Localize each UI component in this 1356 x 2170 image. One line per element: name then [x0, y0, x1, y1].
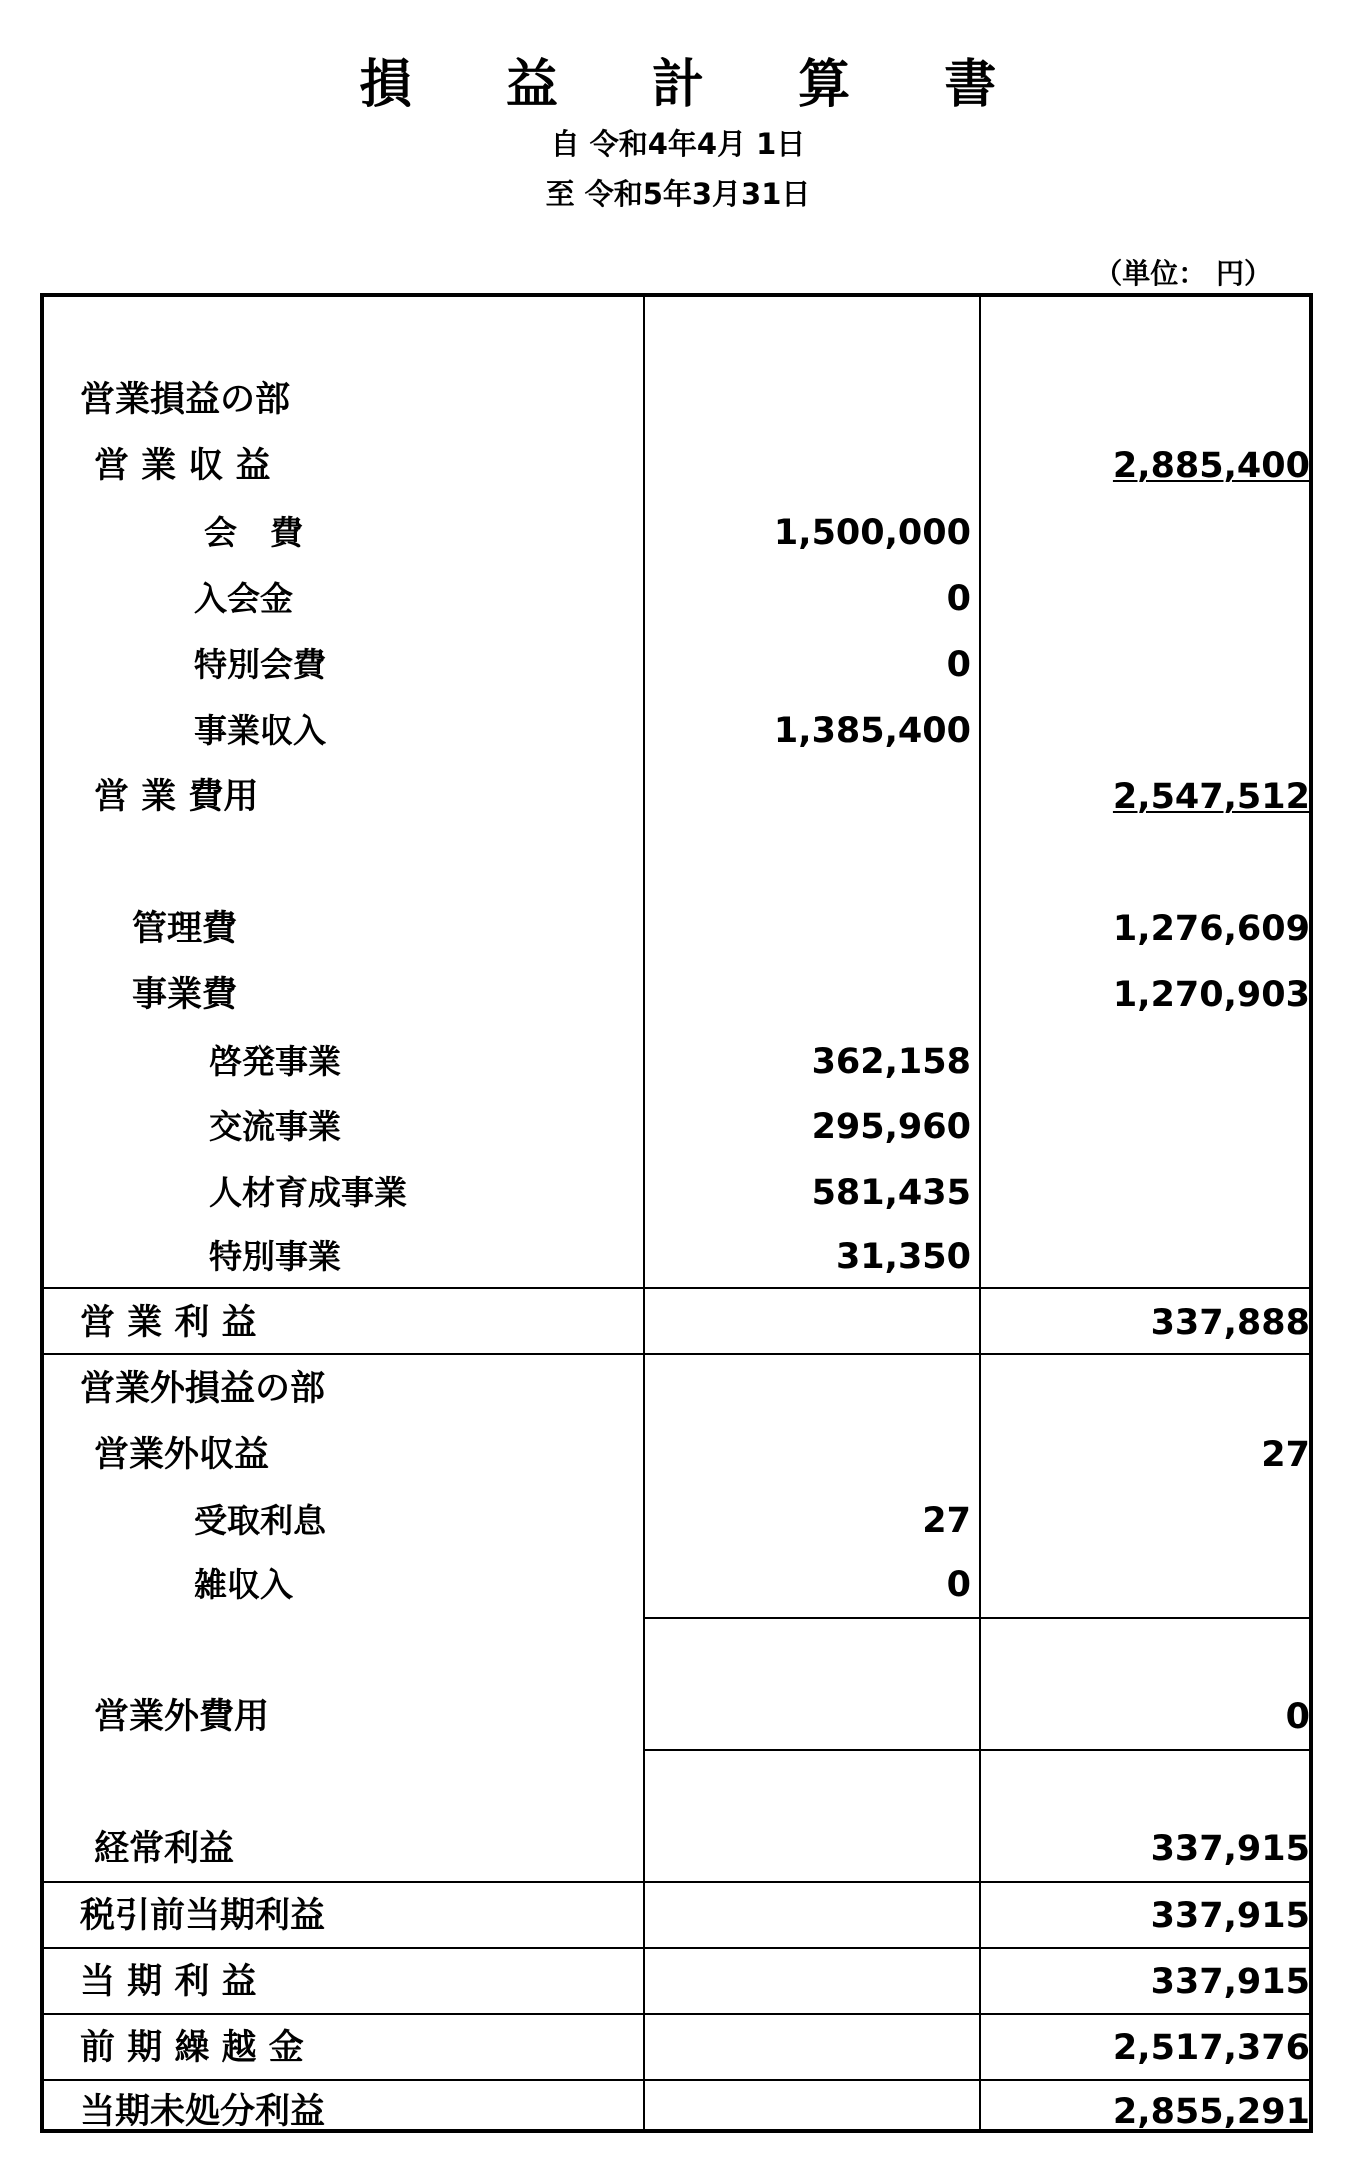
- label-non-operating-revenue: 営業外収益: [94, 1435, 270, 1475]
- amount-awareness-program: 362,158: [811, 1042, 971, 1082]
- document-title: 損 益 計 算 書: [359, 55, 1035, 115]
- period-to: 至 令和5年3月31日: [545, 177, 811, 211]
- total-operating-revenue: 2,885,400: [1112, 446, 1310, 486]
- label-ordinary-profit: 経常利益: [94, 1829, 235, 1869]
- total-non-operating-expenses: 0: [1285, 1697, 1310, 1737]
- amount-training-program: 581,435: [811, 1173, 971, 1213]
- row-divider: [44, 1947, 1313, 1949]
- amount-exchange-program: 295,960: [811, 1107, 971, 1147]
- section-operating: 営業損益の部: [80, 380, 291, 420]
- unit-note: （単位： 円）: [1094, 257, 1272, 290]
- amount-interest-received: 27: [922, 1501, 971, 1541]
- label-awareness-program: 啓発事業: [209, 1042, 341, 1081]
- label-special-program: 特別事業: [209, 1237, 341, 1276]
- period-from: 自 令和4年4月 1日: [550, 127, 806, 161]
- amount-special-fees: 0: [946, 645, 971, 685]
- amount-misc-income: 0: [946, 1565, 971, 1605]
- total-operating-expenses: 2,547,512: [1112, 777, 1310, 817]
- label-brought-forward: 前 期 繰 越 金: [80, 2028, 304, 2068]
- label-non-operating-expenses: 営業外費用: [94, 1697, 270, 1737]
- total-unappropriated-profit: 2,855,291: [1112, 2092, 1310, 2132]
- row-divider: [44, 2013, 1313, 2015]
- income-statement-table: [40, 293, 1313, 2133]
- label-operating-profit: 営 業 利 益: [80, 1303, 257, 1343]
- row-divider: [44, 2079, 1313, 2081]
- row-divider: [44, 1287, 1313, 1289]
- total-operating-profit: 337,888: [1150, 1303, 1310, 1343]
- label-interest-received: 受取利息: [194, 1501, 326, 1540]
- label-pretax-profit: 税引前当期利益: [80, 1896, 326, 1936]
- total-admin-costs: 1,276,609: [1112, 909, 1310, 949]
- total-pretax-profit: 337,915: [1150, 1896, 1310, 1936]
- amount-special-program: 31,350: [835, 1237, 971, 1277]
- label-admission-fees: 入会金: [194, 579, 293, 618]
- label-misc-income: 雑収入: [194, 1565, 293, 1604]
- label-unappropriated-profit: 当期未処分利益: [80, 2092, 326, 2132]
- label-exchange-program: 交流事業: [209, 1107, 341, 1146]
- total-ordinary-profit: 337,915: [1150, 1829, 1310, 1869]
- label-training-program: 人材育成事業: [209, 1173, 407, 1212]
- row-divider: [643, 1617, 1313, 1619]
- column-divider-1: [643, 297, 645, 2133]
- row-divider: [44, 1353, 1313, 1355]
- amount-business-income: 1,385,400: [773, 711, 971, 751]
- label-business-income: 事業収入: [194, 711, 326, 750]
- label-net-profit: 当 期 利 益: [80, 1962, 257, 2002]
- row-divider: [44, 1881, 1313, 1883]
- amount-admission-fees: 0: [946, 579, 971, 619]
- label-membership-fees: 会 費: [204, 513, 303, 552]
- label-operating-expenses: 営 業 費用: [94, 777, 259, 817]
- label-operating-revenue: 営 業 収 益: [94, 446, 271, 486]
- row-divider: [643, 1749, 1313, 1751]
- section-non-operating: 営業外損益の部: [80, 1369, 326, 1409]
- label-admin-costs: 管理費: [132, 909, 238, 949]
- total-brought-forward: 2,517,376: [1112, 2028, 1310, 2068]
- amount-membership-fees: 1,500,000: [773, 513, 971, 553]
- total-net-profit: 337,915: [1150, 1962, 1310, 2002]
- label-special-fees: 特別会費: [194, 645, 326, 684]
- label-business-costs: 事業費: [132, 975, 238, 1015]
- total-non-operating-revenue: 27: [1261, 1435, 1310, 1475]
- total-business-costs: 1,270,903: [1112, 975, 1310, 1015]
